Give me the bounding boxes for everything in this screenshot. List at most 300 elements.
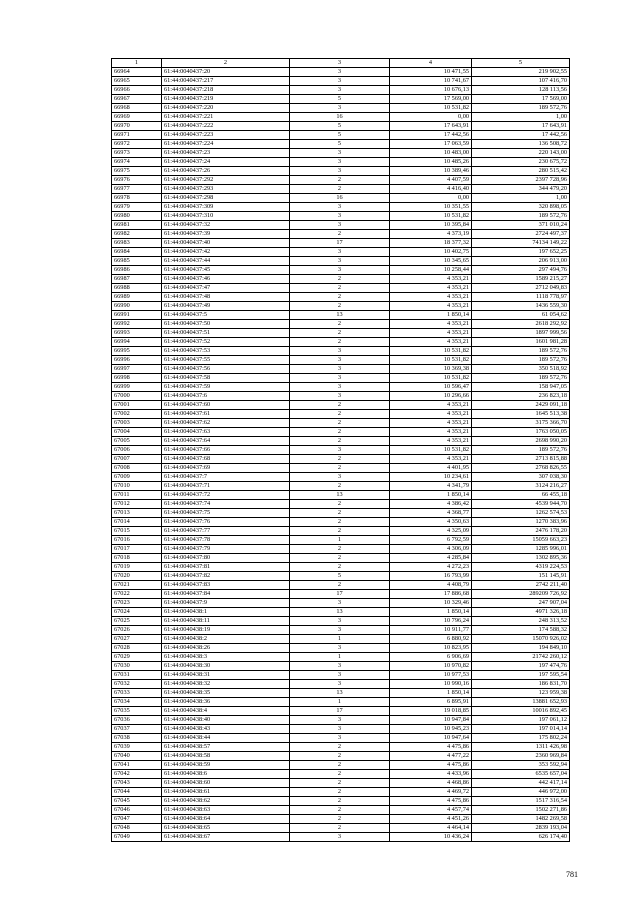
table-row: [112, 500, 570, 509]
specific-value-cell: 1 850,14: [390, 491, 472, 500]
row-id-cell: 67026: [112, 626, 162, 635]
group-cell: 3: [290, 446, 390, 455]
specific-value-cell: 4 457,74: [390, 806, 472, 815]
specific-value-cell: 10 296,66: [390, 392, 472, 401]
row-id-cell: 67001: [112, 401, 162, 410]
row-id-cell: 67023: [112, 599, 162, 608]
specific-value-cell: 4 353,21: [390, 455, 472, 464]
cadastral-number-cell: 61:44:0040438:1: [162, 608, 290, 617]
row-id-cell: 66981: [112, 221, 162, 230]
table-row: [112, 293, 570, 302]
table-row: [112, 581, 570, 590]
group-cell: 5: [290, 95, 390, 104]
row-id-cell: 66965: [112, 77, 162, 86]
cadastral-number-cell: 61:44:0040437:55: [162, 356, 290, 365]
table-row: [112, 95, 570, 104]
total-value-cell: 189 572,76: [472, 374, 570, 383]
group-cell: 2: [290, 824, 390, 833]
row-id-cell: 67029: [112, 653, 162, 662]
group-cell: 3: [290, 77, 390, 86]
specific-value-cell: 10 531,82: [390, 347, 472, 356]
specific-value-cell: 18 377,32: [390, 239, 472, 248]
table-row: [112, 716, 570, 725]
table-row: [112, 302, 570, 311]
total-value-cell: 189 572,76: [472, 356, 570, 365]
cadastral-number-cell: 61:44:0040437:63: [162, 428, 290, 437]
total-value-cell: 2839 193,04: [472, 824, 570, 833]
group-cell: 3: [290, 149, 390, 158]
specific-value-cell: 0,00: [390, 194, 472, 203]
table-row: [112, 68, 570, 77]
total-value-cell: 66 455,18: [472, 491, 570, 500]
row-id-cell: 67005: [112, 437, 162, 446]
cadastral-number-cell: 61:44:0040437:77: [162, 527, 290, 536]
total-value-cell: 289209 726,92: [472, 590, 570, 599]
cadastral-number-cell: 61:44:0040437:82: [162, 572, 290, 581]
cadastral-number-cell: 61:44:0040438:3: [162, 653, 290, 662]
total-value-cell: 2712 049,83: [472, 284, 570, 293]
cadastral-number-cell: 61:44:0040437:60: [162, 401, 290, 410]
header-cell-2: 2: [162, 59, 290, 68]
row-id-cell: 66969: [112, 113, 162, 122]
specific-value-cell: 19 018,85: [390, 707, 472, 716]
specific-value-cell: 4 353,21: [390, 302, 472, 311]
row-id-cell: 67040: [112, 752, 162, 761]
group-cell: 3: [290, 383, 390, 392]
group-cell: 2: [290, 455, 390, 464]
cadastral-number-cell: 61:44:0040437:46: [162, 275, 290, 284]
group-cell: 3: [290, 347, 390, 356]
cadastral-number-cell: 61:44:0040438:65: [162, 824, 290, 833]
row-id-cell: 67015: [112, 527, 162, 536]
specific-value-cell: 10 483,00: [390, 149, 472, 158]
specific-value-cell: 10 911,77: [390, 626, 472, 635]
total-value-cell: 2360 969,84: [472, 752, 570, 761]
specific-value-cell: 10 258,44: [390, 266, 472, 275]
group-cell: 2: [290, 302, 390, 311]
total-value-cell: 189 572,76: [472, 104, 570, 113]
group-cell: 5: [290, 140, 390, 149]
header-cell-1: 1: [112, 59, 162, 68]
total-value-cell: 17 569,00: [472, 95, 570, 104]
row-id-cell: 66980: [112, 212, 162, 221]
specific-value-cell: 1 850,14: [390, 608, 472, 617]
cadastral-number-cell: 61:44:0040437:40: [162, 239, 290, 248]
cadastral-number-cell: 61:44:0040438:43: [162, 725, 290, 734]
total-value-cell: 189 572,76: [472, 446, 570, 455]
group-cell: 2: [290, 788, 390, 797]
data-table: [111, 58, 570, 842]
table-row: [112, 77, 570, 86]
table-row: [112, 140, 570, 149]
group-cell: 5: [290, 131, 390, 140]
group-cell: 2: [290, 806, 390, 815]
row-id-cell: 67021: [112, 581, 162, 590]
specific-value-cell: 4 386,42: [390, 500, 472, 509]
table-row: [112, 167, 570, 176]
total-value-cell: 1897 999,56: [472, 329, 570, 338]
table-row: [112, 275, 570, 284]
cadastral-number-cell: 61:44:0040437:223: [162, 131, 290, 140]
cadastral-number-cell: 61:44:0040437:64: [162, 437, 290, 446]
row-id-cell: 67027: [112, 635, 162, 644]
group-cell: 5: [290, 122, 390, 131]
cadastral-number-cell: 61:44:0040437:219: [162, 95, 290, 104]
total-value-cell: 297 494,76: [472, 266, 570, 275]
total-value-cell: 353 592,94: [472, 761, 570, 770]
specific-value-cell: 10 485,26: [390, 158, 472, 167]
total-value-cell: 151 145,91: [472, 572, 570, 581]
cadastral-number-cell: 61:44:0040438:63: [162, 806, 290, 815]
cadastral-number-cell: 61:44:0040438:30: [162, 662, 290, 671]
table-row: [112, 338, 570, 347]
group-cell: 2: [290, 464, 390, 473]
table-body: [112, 68, 570, 842]
total-value-cell: 17 442,56: [472, 131, 570, 140]
total-value-cell: 15070 926,02: [472, 635, 570, 644]
cadastral-number-cell: 61:44:0040438:11: [162, 617, 290, 626]
group-cell: 2: [290, 428, 390, 437]
table-row: [112, 743, 570, 752]
row-id-cell: 66996: [112, 356, 162, 365]
row-id-cell: 66991: [112, 311, 162, 320]
table-row: [112, 437, 570, 446]
specific-value-cell: 10 389,46: [390, 167, 472, 176]
cadastral-number-cell: 61:44:0040437:293: [162, 185, 290, 194]
table-row: [112, 518, 570, 527]
row-id-cell: 67012: [112, 500, 162, 509]
cadastral-number-cell: 61:44:0040437:224: [162, 140, 290, 149]
specific-value-cell: 6 906,69: [390, 653, 472, 662]
table-row: [112, 329, 570, 338]
cadastral-number-cell: 61:44:0040437:310: [162, 212, 290, 221]
group-cell: 3: [290, 680, 390, 689]
total-value-cell: 175 802,24: [472, 734, 570, 743]
specific-value-cell: 4 451,26: [390, 815, 472, 824]
total-value-cell: 1436 559,30: [472, 302, 570, 311]
cadastral-number-cell: 61:44:0040438:32: [162, 680, 290, 689]
group-cell: 3: [290, 374, 390, 383]
cadastral-number-cell: 61:44:0040437:84: [162, 590, 290, 599]
table-row: [112, 626, 570, 635]
row-id-cell: 67048: [112, 824, 162, 833]
cadastral-number-cell: 61:44:0040438:67: [162, 833, 290, 842]
group-cell: 2: [290, 563, 390, 572]
table-row: [112, 419, 570, 428]
row-id-cell: 67016: [112, 536, 162, 545]
row-id-cell: 66966: [112, 86, 162, 95]
specific-value-cell: 17 442,56: [390, 131, 472, 140]
specific-value-cell: 4 407,59: [390, 176, 472, 185]
group-cell: 2: [290, 329, 390, 338]
table-row: [112, 194, 570, 203]
specific-value-cell: 4 475,86: [390, 743, 472, 752]
total-value-cell: 1589 215,27: [472, 275, 570, 284]
total-value-cell: 6535 657,04: [472, 770, 570, 779]
total-value-cell: 2429 091,18: [472, 401, 570, 410]
row-id-cell: 67035: [112, 707, 162, 716]
total-value-cell: 236 823,18: [472, 392, 570, 401]
cadastral-number-cell: 61:44:0040437:50: [162, 320, 290, 329]
group-cell: 2: [290, 509, 390, 518]
row-id-cell: 67002: [112, 410, 162, 419]
specific-value-cell: 4 306,09: [390, 545, 472, 554]
total-value-cell: 247 907,04: [472, 599, 570, 608]
cadastral-number-cell: 61:44:0040437:52: [162, 338, 290, 347]
total-value-cell: 1,00: [472, 194, 570, 203]
group-cell: 2: [290, 185, 390, 194]
group-cell: 3: [290, 473, 390, 482]
cadastral-number-cell: 61:44:0040438:44: [162, 734, 290, 743]
cadastral-number-cell: 61:44:0040437:58: [162, 374, 290, 383]
group-cell: 3: [290, 356, 390, 365]
table-row: [112, 113, 570, 122]
row-id-cell: 67019: [112, 563, 162, 572]
specific-value-cell: 10 329,46: [390, 599, 472, 608]
table-row: [112, 833, 570, 842]
cadastral-number-cell: 61:44:0040437:81: [162, 563, 290, 572]
total-value-cell: 189 572,76: [472, 212, 570, 221]
cadastral-number-cell: 61:44:0040437:68: [162, 455, 290, 464]
cadastral-number-cell: 61:44:0040437:298: [162, 194, 290, 203]
cadastral-number-cell: 61:44:0040437:39: [162, 230, 290, 239]
specific-value-cell: 10 234,61: [390, 473, 472, 482]
group-cell: 2: [290, 419, 390, 428]
group-cell: 2: [290, 545, 390, 554]
table-row: [112, 248, 570, 257]
table-row: [112, 662, 570, 671]
cadastral-number-cell: 61:44:0040437:69: [162, 464, 290, 473]
specific-value-cell: 4 475,86: [390, 797, 472, 806]
group-cell: 2: [290, 482, 390, 491]
group-cell: 17: [290, 239, 390, 248]
total-value-cell: 626 174,40: [472, 833, 570, 842]
specific-value-cell: 4 475,86: [390, 761, 472, 770]
cadastral-number-cell: 61:44:0040437:48: [162, 293, 290, 302]
row-id-cell: 67043: [112, 779, 162, 788]
total-value-cell: 186 831,70: [472, 680, 570, 689]
table-row: [112, 545, 570, 554]
group-cell: 3: [290, 626, 390, 635]
total-value-cell: 2476 178,20: [472, 527, 570, 536]
specific-value-cell: 10 676,13: [390, 86, 472, 95]
total-value-cell: 3124 216,27: [472, 482, 570, 491]
group-cell: 3: [290, 617, 390, 626]
table-row: [112, 725, 570, 734]
table-row: [112, 797, 570, 806]
specific-value-cell: 4 368,77: [390, 509, 472, 518]
group-cell: 3: [290, 248, 390, 257]
row-id-cell: 67008: [112, 464, 162, 473]
group-cell: 13: [290, 689, 390, 698]
table-row: [112, 536, 570, 545]
total-value-cell: 2768 826,55: [472, 464, 570, 473]
table-row: [112, 653, 570, 662]
total-value-cell: 1118 778,97: [472, 293, 570, 302]
total-value-cell: 1482 269,58: [472, 815, 570, 824]
row-id-cell: 67022: [112, 590, 162, 599]
table-row: [112, 383, 570, 392]
table-row: [112, 770, 570, 779]
row-id-cell: 66994: [112, 338, 162, 347]
table-row: [112, 482, 570, 491]
cadastral-number-cell: 61:44:0040438:36: [162, 698, 290, 707]
specific-value-cell: 4 272,23: [390, 563, 472, 572]
cadastral-number-cell: 61:44:0040437:76: [162, 518, 290, 527]
total-value-cell: 74134 149,22: [472, 239, 570, 248]
table-row: [112, 131, 570, 140]
table-row: [112, 266, 570, 275]
total-value-cell: 1262 574,53: [472, 509, 570, 518]
table-row: [112, 410, 570, 419]
row-id-cell: 66982: [112, 230, 162, 239]
table-row: [112, 509, 570, 518]
row-id-cell: 67037: [112, 725, 162, 734]
total-value-cell: 320 898,05: [472, 203, 570, 212]
total-value-cell: 17 643,91: [472, 122, 570, 131]
table-row: [112, 473, 570, 482]
total-value-cell: 61 054,62: [472, 311, 570, 320]
cadastral-number-cell: 61:44:0040438:59: [162, 761, 290, 770]
specific-value-cell: 10 531,82: [390, 374, 472, 383]
total-value-cell: 219 902,55: [472, 68, 570, 77]
table-row: [112, 392, 570, 401]
group-cell: 3: [290, 599, 390, 608]
specific-value-cell: 10 970,82: [390, 662, 472, 671]
table-row: [112, 203, 570, 212]
total-value-cell: 442 417,14: [472, 779, 570, 788]
table-row: [112, 311, 570, 320]
page-number: 781: [566, 870, 578, 879]
cadastral-number-cell: 61:44:0040437:66: [162, 446, 290, 455]
group-cell: 3: [290, 203, 390, 212]
cadastral-number-cell: 61:44:0040437:218: [162, 86, 290, 95]
table-row: [112, 599, 570, 608]
cadastral-number-cell: 61:44:0040438:4: [162, 707, 290, 716]
specific-value-cell: 10 741,67: [390, 77, 472, 86]
total-value-cell: 15059 663,23: [472, 536, 570, 545]
specific-value-cell: 1 850,14: [390, 311, 472, 320]
table-row: [112, 644, 570, 653]
specific-value-cell: 4 401,95: [390, 464, 472, 473]
total-value-cell: 174 588,32: [472, 626, 570, 635]
group-cell: 3: [290, 266, 390, 275]
specific-value-cell: 1 850,14: [390, 689, 472, 698]
table-row: [112, 230, 570, 239]
group-cell: 2: [290, 743, 390, 752]
specific-value-cell: 4 325,09: [390, 527, 472, 536]
specific-value-cell: 6 880,92: [390, 635, 472, 644]
specific-value-cell: 4 408,79: [390, 581, 472, 590]
table-row: [112, 86, 570, 95]
row-id-cell: 67028: [112, 644, 162, 653]
row-id-cell: 66985: [112, 257, 162, 266]
row-id-cell: 67036: [112, 716, 162, 725]
total-value-cell: 1502 271,86: [472, 806, 570, 815]
total-value-cell: 248 313,52: [472, 617, 570, 626]
specific-value-cell: 10 531,82: [390, 212, 472, 221]
specific-value-cell: 4 469,72: [390, 788, 472, 797]
specific-value-cell: 10 977,53: [390, 671, 472, 680]
specific-value-cell: 10 947,64: [390, 734, 472, 743]
specific-value-cell: 10 395,84: [390, 221, 472, 230]
specific-value-cell: 6 792,59: [390, 536, 472, 545]
total-value-cell: 197 652,25: [472, 248, 570, 257]
group-cell: 2: [290, 293, 390, 302]
row-id-cell: 67011: [112, 491, 162, 500]
total-value-cell: 2724 497,37: [472, 230, 570, 239]
cadastral-number-cell: 61:44:0040437:44: [162, 257, 290, 266]
group-cell: 1: [290, 653, 390, 662]
specific-value-cell: 4 477,22: [390, 752, 472, 761]
row-id-cell: 66979: [112, 203, 162, 212]
total-value-cell: 350 518,92: [472, 365, 570, 374]
total-value-cell: 206 913,00: [472, 257, 570, 266]
table-row: [112, 158, 570, 167]
table-row: [112, 212, 570, 221]
group-cell: 3: [290, 716, 390, 725]
total-value-cell: 4971 326,18: [472, 608, 570, 617]
cadastral-number-cell: 61:44:0040437:53: [162, 347, 290, 356]
header-cell-5: 5: [472, 59, 570, 68]
specific-value-cell: 17 063,59: [390, 140, 472, 149]
table-row: [112, 464, 570, 473]
row-id-cell: 66970: [112, 122, 162, 131]
group-cell: 1: [290, 698, 390, 707]
cadastral-number-cell: 61:44:0040437:9: [162, 599, 290, 608]
total-value-cell: 197 474,76: [472, 662, 570, 671]
table-row: [112, 284, 570, 293]
table-row: [112, 491, 570, 500]
row-id-cell: 67039: [112, 743, 162, 752]
table-header: [112, 59, 570, 68]
group-cell: 2: [290, 527, 390, 536]
group-cell: 3: [290, 833, 390, 842]
group-cell: 1: [290, 536, 390, 545]
table-row: [112, 590, 570, 599]
specific-value-cell: 10 945,23: [390, 725, 472, 734]
header-row: [112, 59, 570, 68]
row-id-cell: 67004: [112, 428, 162, 437]
table-row: [112, 788, 570, 797]
group-cell: 2: [290, 230, 390, 239]
table-row: [112, 671, 570, 680]
table-row: [112, 734, 570, 743]
total-value-cell: 1763 050,05: [472, 428, 570, 437]
specific-value-cell: 10 823,95: [390, 644, 472, 653]
table-row: [112, 185, 570, 194]
cadastral-number-cell: 61:44:0040437:7: [162, 473, 290, 482]
row-id-cell: 67018: [112, 554, 162, 563]
group-cell: 3: [290, 644, 390, 653]
total-value-cell: 1311 426,98: [472, 743, 570, 752]
cadastral-number-cell: 61:44:0040437:221: [162, 113, 290, 122]
group-cell: 5: [290, 572, 390, 581]
cadastral-number-cell: 61:44:0040437:56: [162, 365, 290, 374]
specific-value-cell: 17 886,68: [390, 590, 472, 599]
specific-value-cell: 4 468,86: [390, 779, 472, 788]
cadastral-number-cell: 61:44:0040437:74: [162, 500, 290, 509]
specific-value-cell: 4 353,21: [390, 284, 472, 293]
row-id-cell: 67046: [112, 806, 162, 815]
cadastral-number-cell: 61:44:0040437:220: [162, 104, 290, 113]
row-id-cell: 67030: [112, 662, 162, 671]
group-cell: 2: [290, 176, 390, 185]
total-value-cell: 344 479,20: [472, 185, 570, 194]
table-row: [112, 761, 570, 770]
cadastral-number-cell: 61:44:0040437:217: [162, 77, 290, 86]
specific-value-cell: 16 793,99: [390, 572, 472, 581]
